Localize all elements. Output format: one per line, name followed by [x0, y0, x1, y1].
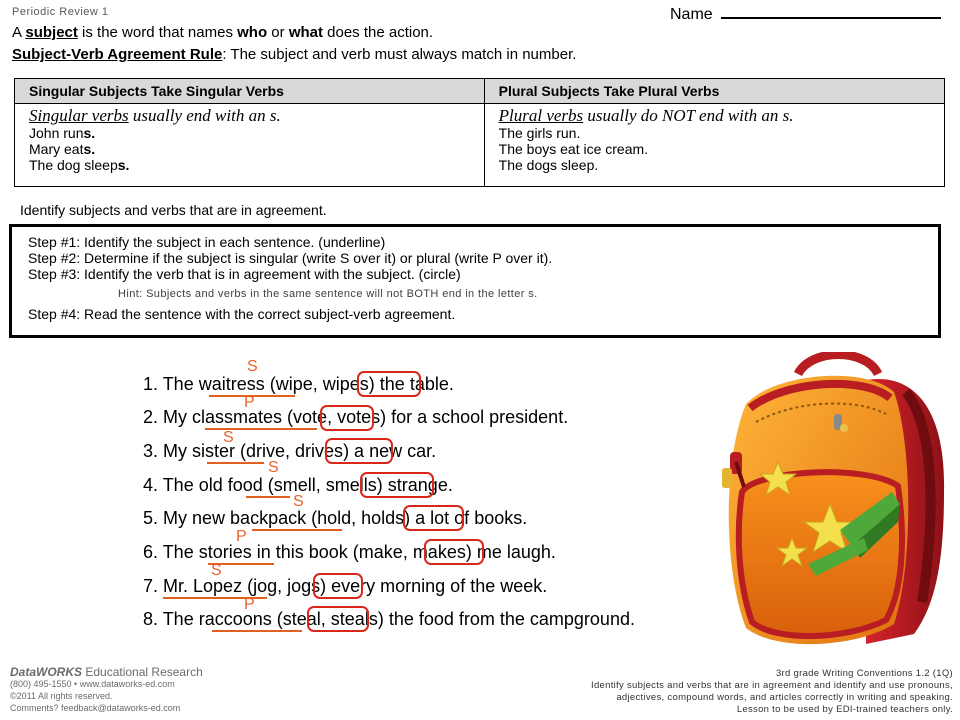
sentence-text: My — [158, 441, 193, 461]
def-post: does the action. — [322, 24, 434, 41]
header-plural: Plural Subjects Take Plural Verbs — [484, 79, 944, 104]
sentence-text: ) the table. — [368, 374, 454, 394]
comments-email[interactable]: Comments? feedback@dataworks-ed.com — [10, 703, 181, 713]
sentence-number: 6. — [143, 542, 159, 562]
singular-example — [29, 141, 484, 157]
sentence-subject[interactable]: sister — [192, 441, 236, 461]
sentence-subject[interactable]: waitress — [198, 374, 265, 394]
step-1: Step #1: Identify the subject in each sentence. (underline) — [28, 234, 386, 250]
singular-example — [29, 157, 484, 173]
singular-rule-term: Singular verbs — [29, 106, 129, 125]
sentence-text: My — [158, 407, 193, 427]
sentence-text: , steals) the food from the campground. — [320, 609, 635, 629]
agreement-rule — [12, 46, 576, 63]
sentence-text: ) strange. — [376, 475, 453, 495]
sentence-text: ) a lot of books. — [404, 508, 528, 528]
footer-left — [10, 666, 203, 714]
singular-rule — [29, 107, 484, 125]
def-or: or — [267, 24, 289, 41]
sentence-text: ( — [282, 407, 294, 427]
sentence-number: 3. — [143, 441, 159, 461]
sentence-number: 5. — [143, 508, 159, 528]
sentence-number: 8. — [143, 609, 159, 629]
verb-circle — [320, 405, 374, 431]
hint-text: Hint: Subjects and verbs in the same sentence will not BOTH end in the letter s. — [118, 288, 538, 300]
verb-circle — [325, 438, 393, 464]
verb-choice[interactable]: smells — [325, 475, 377, 495]
steps-box — [9, 224, 941, 338]
sentence-text: (wipe, — [264, 374, 323, 394]
verb-choice[interactable]: steal — [282, 609, 321, 629]
rule-text: : The subject and verb must always match in number. — [222, 46, 577, 63]
objective: Identify subjects and verbs that are in agreement. — [20, 202, 327, 218]
step-2: Step #2: Determine if the subject is singular (write S over it) or plural (write P over it). — [28, 250, 553, 266]
sentence-number: 4. — [143, 475, 159, 495]
step-3: Step #3: Identify the verb that is in agreement with the subject. (circle) — [28, 266, 461, 282]
contact-phone[interactable]: (800) 495-1550 • www.dataworks-ed.com — [10, 679, 175, 689]
verb-choice[interactable]: vote — [293, 407, 328, 427]
singular-mark: S — [293, 493, 304, 510]
sentence-subject[interactable]: classmates — [192, 407, 283, 427]
subject-underline — [252, 529, 342, 531]
sentence-subject[interactable]: food — [227, 475, 263, 495]
plural-rule — [499, 107, 944, 125]
sentence-text: (smell, — [262, 475, 326, 495]
example-text: Mary eat — [29, 141, 84, 157]
sentence-text: , makes) me laugh. — [402, 542, 556, 562]
verb-circle — [307, 606, 369, 632]
plural-example: The dogs sleep. — [498, 157, 599, 173]
sentence-text: in this book ( — [251, 542, 359, 562]
sentence-text: ( — [271, 609, 283, 629]
verb-circle — [360, 472, 434, 498]
footer-desc-3: Lesson to be used by EDI-trained teachers only. — [736, 704, 953, 715]
plural-rule-term: Plural verbs — [498, 106, 584, 125]
singular-mark: S — [247, 358, 258, 375]
verb-circle — [313, 573, 363, 599]
sentence-subject[interactable]: Mr. Lopez — [163, 576, 243, 596]
sentence-text: The — [158, 374, 199, 394]
example-ending: s. — [83, 125, 96, 141]
sentence-number: 2. — [143, 407, 159, 427]
sentence-text: My new — [158, 508, 231, 528]
plural-example: The boys eat ice cream. — [498, 141, 649, 157]
def-pre: A — [12, 24, 26, 41]
singular-cell — [15, 104, 485, 187]
subject-underline — [205, 428, 317, 430]
verb-choice[interactable]: wipes — [322, 374, 369, 394]
sentence-text: The old — [158, 475, 228, 495]
sentence-number: 1. — [143, 374, 159, 394]
name-field[interactable] — [670, 3, 941, 24]
sentence-text: (jog, — [242, 576, 288, 596]
step-4: Step #4: Read the sentence with the correct subject-verb agreement. — [28, 306, 456, 322]
singular-rule-rest: usually end with an s. — [128, 106, 281, 125]
singular-mark: S — [211, 562, 222, 579]
header-singular: Singular Subjects Take Singular Verbs — [15, 79, 485, 104]
example-ending: s. — [83, 141, 96, 157]
def-subject-word: subject — [25, 24, 78, 41]
verb-choice[interactable]: holds — [361, 508, 405, 528]
sentence-text: ) a new car. — [343, 441, 437, 461]
sentence-text: (drive, — [235, 441, 296, 461]
singular-mark: S — [268, 459, 279, 476]
sentence-6 — [143, 541, 556, 563]
def-what: what — [288, 24, 323, 41]
sentence-number: 7. — [143, 576, 159, 596]
brand — [10, 666, 203, 678]
verb-choice[interactable]: jogs — [287, 576, 321, 596]
name-label: Name — [670, 6, 713, 23]
verb-circle — [424, 539, 484, 565]
verb-circle — [403, 505, 464, 531]
sentence-text: ) every morning of the week. — [320, 576, 548, 596]
sentence-8 — [143, 608, 635, 630]
subject-definition — [12, 24, 433, 41]
subject-underline — [246, 496, 290, 498]
example-ending: s. — [117, 157, 130, 173]
plural-cell — [484, 104, 944, 187]
rule-title: Subject-Verb Agreement Rule — [12, 46, 223, 63]
footer-desc-1: Identify subjects and verbs that are in agreement and identify and use pronouns, — [591, 680, 953, 691]
plural-mark: P — [244, 394, 255, 411]
plural-example: The girls run. — [498, 125, 581, 141]
subject-underline — [212, 630, 302, 632]
sentence-text: The — [158, 542, 199, 562]
def-who: who — [237, 24, 268, 41]
review-label: Periodic Review 1 — [12, 6, 109, 18]
backpack-illustration — [716, 352, 952, 660]
subject-underline — [207, 462, 264, 464]
footer-desc-2: adjectives, compound words, and articles correctly in writing and speaking. — [616, 692, 953, 703]
singular-mark: S — [223, 429, 234, 446]
agreement-table — [14, 78, 945, 187]
name-blank-line[interactable] — [721, 3, 941, 19]
sentence-text: The — [158, 609, 199, 629]
sentence-5 — [143, 507, 527, 529]
verb-choice[interactable]: make — [358, 542, 403, 562]
footer-right — [591, 668, 953, 716]
brand-bold: DataWORKS — [10, 665, 83, 679]
def-mid: is the word that names — [77, 24, 238, 41]
singular-example — [29, 125, 484, 141]
example-text: The dog sleep — [29, 157, 118, 173]
example-text: John run — [29, 125, 84, 141]
sentence-subject[interactable]: backpack — [230, 508, 307, 528]
plural-rule-rest: usually do NOT end with an s. — [583, 106, 794, 125]
plural-mark: P — [244, 596, 255, 613]
brand-rest: Educational Research — [82, 665, 203, 679]
verb-circle — [357, 371, 421, 397]
standard: 3rd grade Writing Conventions 1.2 (1Q) — [775, 668, 953, 679]
sentence-text: (hold, — [306, 508, 362, 528]
rights: ©2011 All rights reserved. — [10, 691, 113, 701]
plural-mark: P — [236, 528, 247, 545]
verb-choice[interactable]: drives — [295, 441, 344, 461]
sentence-text: , votes) for a school president. — [327, 407, 569, 427]
sentence-subject[interactable]: raccoons — [198, 609, 272, 629]
sentence-subject[interactable]: stories — [198, 542, 252, 562]
